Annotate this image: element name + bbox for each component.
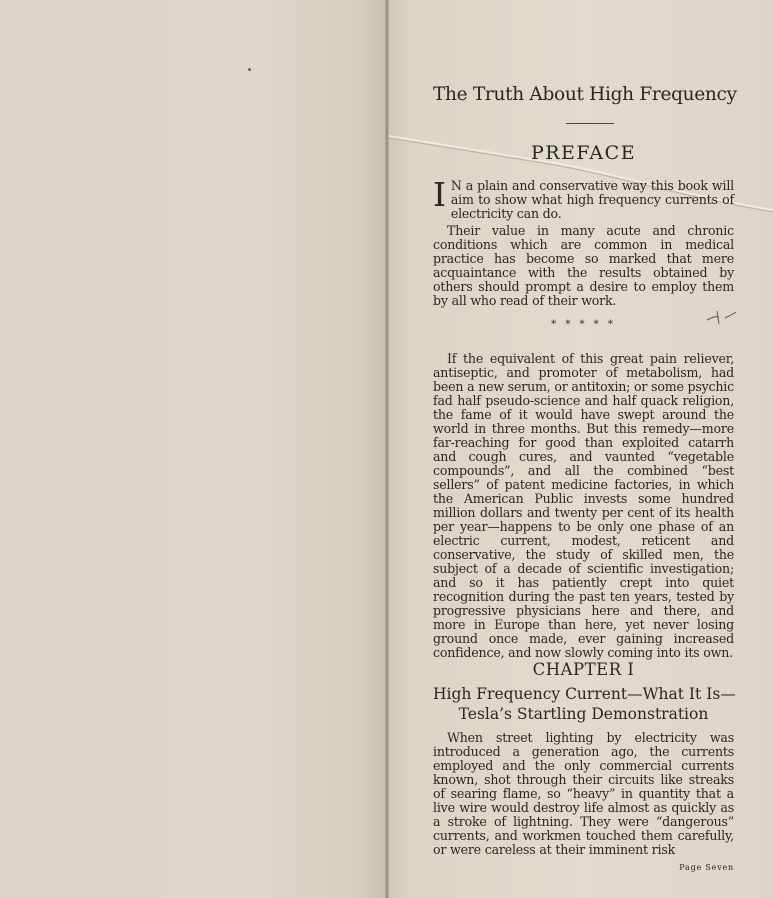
chapter-title-line-1: High Frequency Current—What It Is— <box>433 685 736 703</box>
chapter-title-line-2: Tesla’s Startling Demonstration <box>458 705 709 723</box>
preface-paragraph-1-text: N a plain and conservative way this book will aim to show what high frequency currents of electricity can do. <box>450 178 734 221</box>
section-separator: * * * * * <box>551 319 616 330</box>
preface-paragraph-3: If the equivalent of this great pain reliever, antiseptic, and promoter of metabolism, had been a new serum, or antitoxin; or some psychic fad half pseudo-science and half quack religion, the fame of it would have swept around the world in three months. But this remedy—more far-reaching for good than exploited catarrh and cough cures, and vaunted “vegetable compounds”, and all the combined “best sellers” of patent medicine factories, in which the American Public invests some hundred million dollars and twenty per cent of its health per year—happens to be only one phase of an electric current, modest, reticent and conservative, the study of skilled men, the subject of a decade of scientific investigation; and so it has patiently crept into quiet recognition during the past ten years, tested by progressive physicians here and there, and more in Europe than here, yet never losing ground once made, ever gaining increased confidence, and now slowly coming into its own. <box>433 351 734 660</box>
preface-heading: PREFACE <box>530 142 637 164</box>
preface-paragraph-1 <box>433 175 734 221</box>
pencil-annotation-icon <box>703 308 739 328</box>
drop-cap: I <box>433 175 446 214</box>
page-number: Page Seven <box>679 863 734 872</box>
chapter-paragraph-1: When street lighting by electricity was introduced a generation ago, the currents employed and the only commercial currents known, shot through their circuits like streaks of searing flame, so “heavy” in quantity that a live wire would destroy life almost as quickly as a stroke of lightning. They were “dangerous” currents, and workmen touched them carefully, or were careless at their imminent risk <box>433 730 734 857</box>
title-rule <box>566 123 614 124</box>
running-title: The Truth About High Frequency <box>433 84 737 105</box>
preface-paragraph-2: Their value in many acute and chronic conditions which are common in medical practice has become so marked that mere acquaintance with the results obtained by others should prompt a desire to employ them by all who read of their work. <box>433 223 734 308</box>
paper-speck <box>248 68 251 71</box>
chapter-heading: CHAPTER I <box>532 660 635 679</box>
